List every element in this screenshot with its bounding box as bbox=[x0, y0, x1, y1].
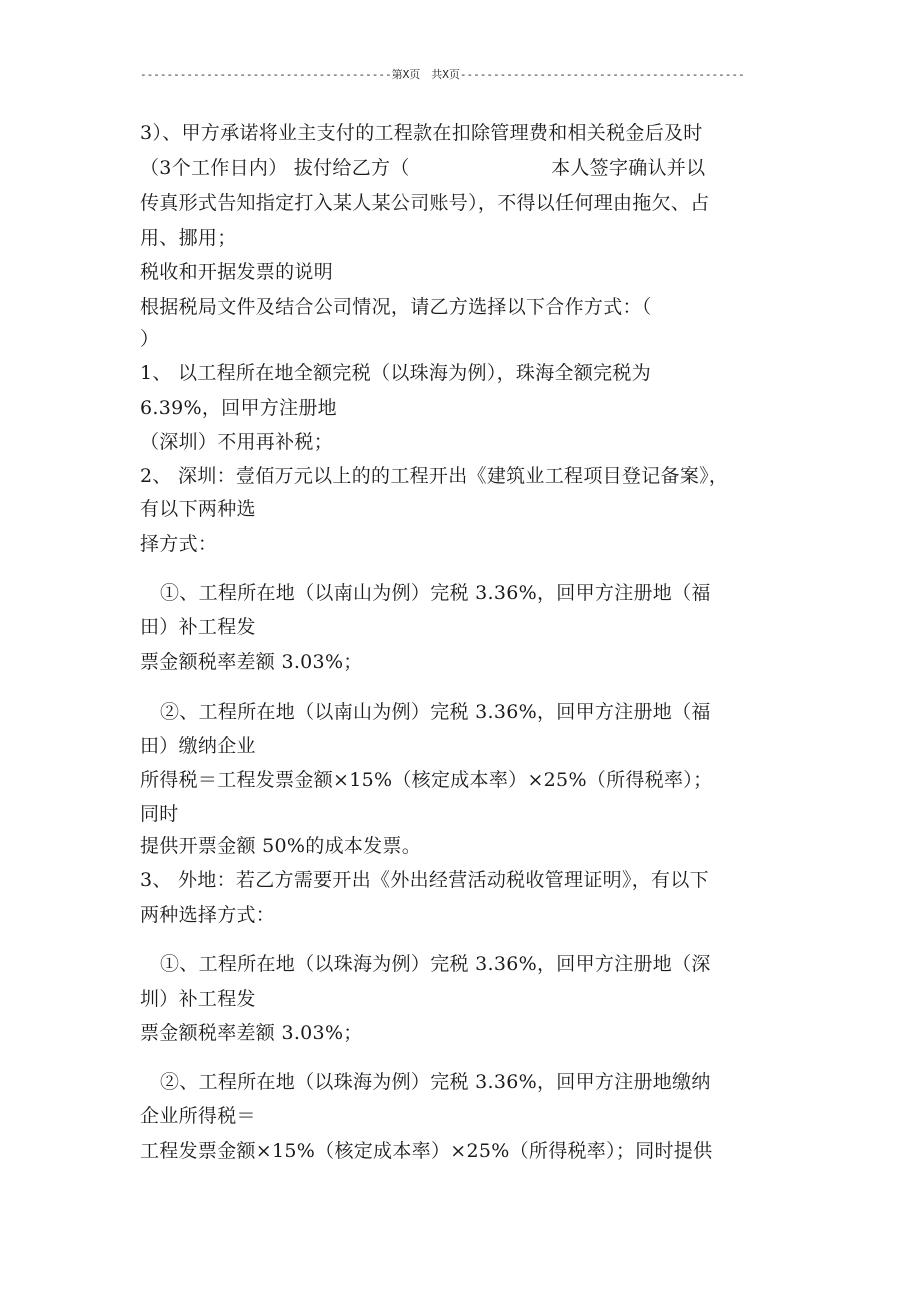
paragraph-line: 田）补工程发 bbox=[140, 616, 256, 638]
paragraph-line: 有以下两种选 bbox=[140, 498, 256, 520]
sub-item: ①、工程所在地（以南山为例）完税 3.36%，回甲方注册地（福 bbox=[160, 582, 711, 604]
paragraph-line: 提供开票金额 50%的成本发票。 bbox=[140, 835, 422, 857]
paragraph-line: 企业所得税＝ bbox=[140, 1105, 256, 1127]
page-header: --------------------------------------第X页 共X页------------------------------------------- bbox=[140, 68, 745, 81]
paragraph-line: 择方式： bbox=[140, 533, 218, 555]
paragraph-line: 根据税局文件及结合公司情况，请乙方选择以下合作方式：（ bbox=[140, 296, 652, 318]
paragraph-line: 两种选择方式： bbox=[140, 904, 276, 926]
sub-item: ②、工程所在地（以南山为例）完税 3.36%，回甲方注册地（福 bbox=[160, 701, 711, 723]
list-item: 1、 以工程所在地全额完税（以珠海为例），珠海全额完税为 bbox=[140, 362, 652, 384]
paragraph-line: 传真形式告知指定打入某人某公司账号），不得以任何理由拖欠、占 bbox=[140, 192, 710, 214]
paragraph-line: 工程发票金额×15%（核定成本率）×25%（所得税率）；同时提供 bbox=[140, 1140, 713, 1162]
paragraph-line: 票金额税率差额 3.03%； bbox=[140, 651, 363, 673]
paragraph-line: 所得税＝工程发票金额×15%（核定成本率）×25%（所得税率）； bbox=[140, 769, 713, 791]
paragraph-line: （深圳）不用再补税； bbox=[140, 431, 334, 453]
list-item: 2、 深圳：壹佰万元以上的的工程开出《建筑业工程项目登记备案》， bbox=[140, 465, 729, 487]
paragraph-line: 圳）补工程发 bbox=[140, 988, 256, 1010]
paragraph-line: ） bbox=[140, 328, 160, 350]
paragraph-line: 同时 bbox=[140, 803, 179, 825]
sub-item: ①、工程所在地（以珠海为例）完税 3.36%，回甲方注册地（深 bbox=[160, 953, 711, 975]
paragraph-line: 田）缴纳企业 bbox=[140, 735, 256, 757]
paragraph-line: 票金额税率差额 3.03%； bbox=[140, 1022, 363, 1044]
sub-item: ②、工程所在地（以珠海为例）完税 3.36%，回甲方注册地缴纳 bbox=[160, 1071, 711, 1093]
paragraph-line: 用、挪用； bbox=[140, 227, 237, 249]
paragraph-line: 6.39%，回甲方注册地 bbox=[140, 397, 337, 419]
list-item: 3、 外地：若乙方需要开出《外出经营活动税收管理证明》，有以下 bbox=[140, 869, 709, 891]
paragraph-line: 3）、甲方承诺将业主支付的工程款在扣除管理费和相关税金后及时 bbox=[140, 122, 703, 144]
paragraph-line: （3个工作日内） 拔付给乙方（ 本人签字确认并以 bbox=[140, 157, 706, 179]
section-heading: 税收和开据发票的说明 bbox=[140, 261, 334, 283]
